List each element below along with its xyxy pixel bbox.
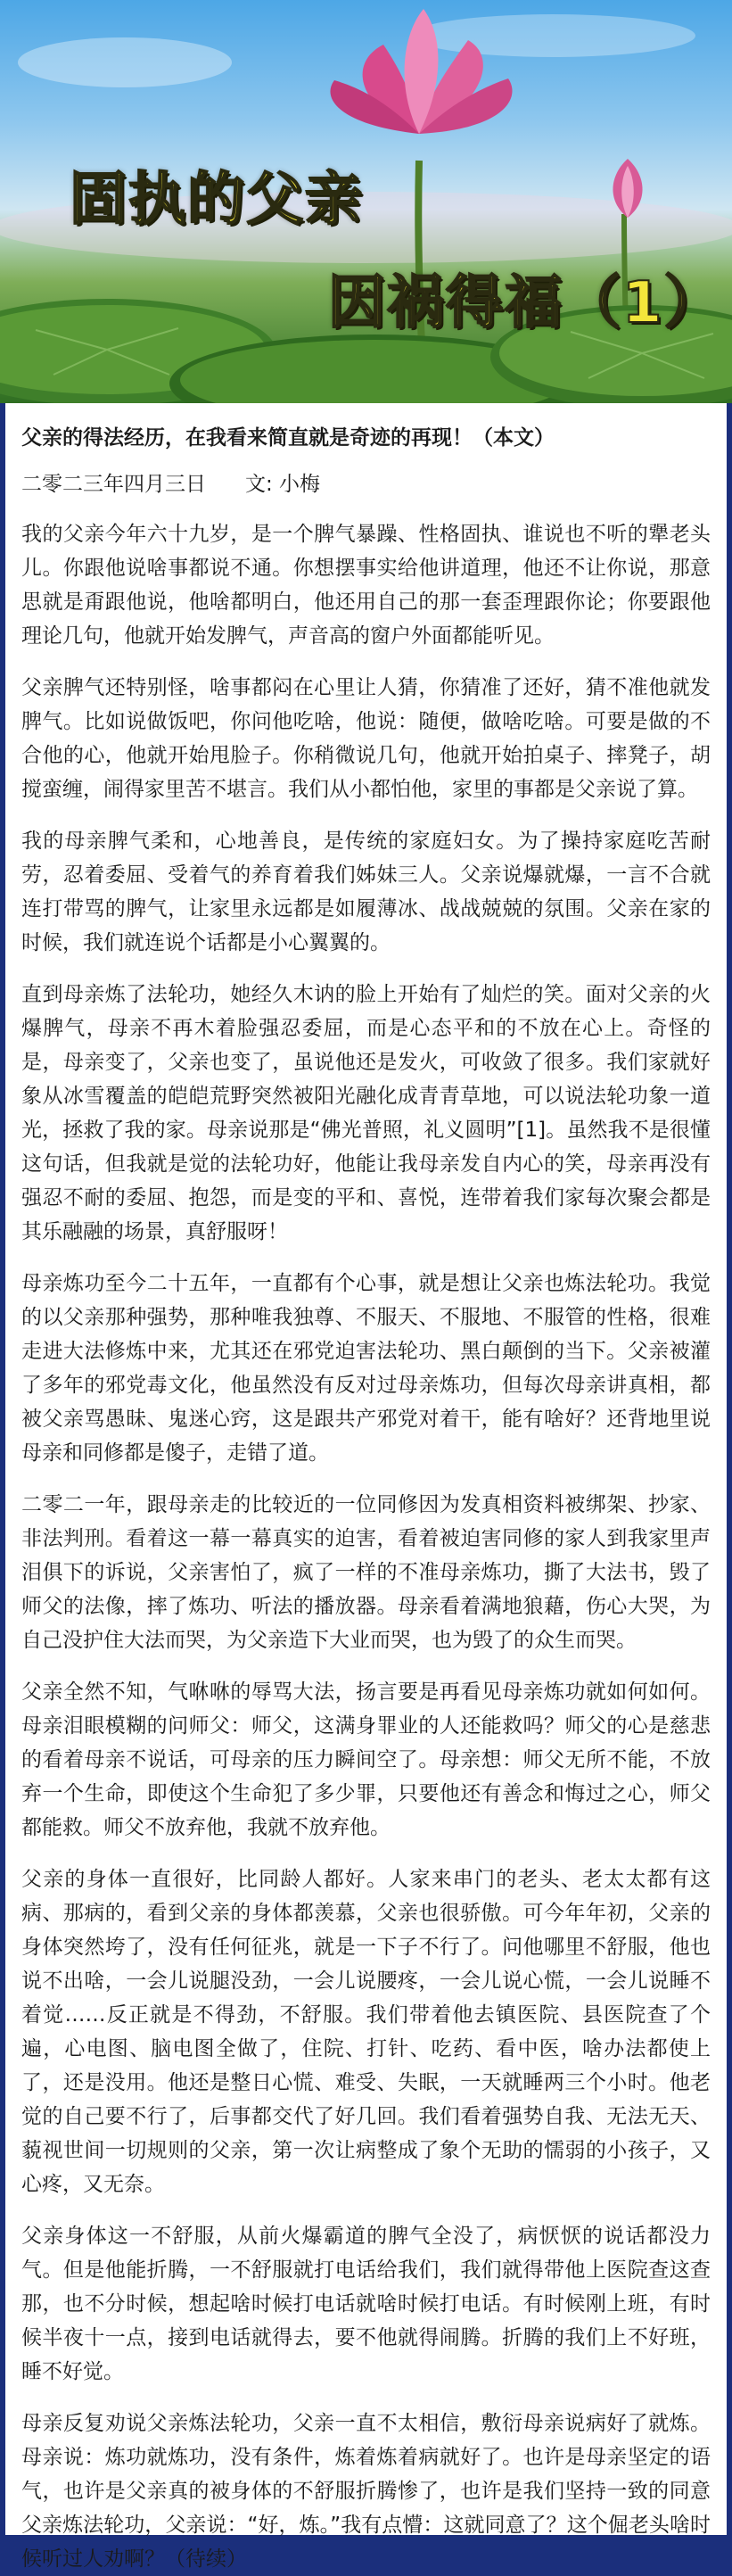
paragraph: 父亲的身体一直很好，比同龄人都好。人家来串门的老头、老太太都有这病、那病的，看到父亲的身体都羡慕，父亲也很骄傲。可今年年初，父亲的身体突然垮了，没有任何征兆，就是一下子不行了。问他哪里不舒服，他也说不出啥，一会儿说腿没劲，一会儿说腰疼，一会儿说心慌，一会儿说睡不着觉……反正就是不得劲，不舒服。我们带着他去镇医院、县医院查了个遍，心电图、脑电图全做了，住院、打针、吃药、看中医，啥办法都使上了，还是没用。他还是整日心慌、难受、失眠，一天就睡两三个小时。他老觉的自己要不行了，后事都交代了好几回。我们看着强势自我、无法无天、藐视世间一切规则的父亲，第一次让病整成了象个无助的懦弱的小孩子，又心疼，又无奈。 xyxy=(21,1868,711,2196)
paragraph: 我的父亲今年六十九岁，是一个脾气暴躁、性格固执、谁说也不听的犟老头儿。你跟他说啥事都说不通。你想摆事实给他讲道理，他还不让你说，那意思就是甭跟他说，他啥都明白，他还用自己的那一套歪理跟你论；你要跟他理论几句，他就开始发脾气，声音高的窗户外面都能听见。 xyxy=(21,523,711,648)
paragraph: 父亲全然不知，气咻咻的辱骂大法，扬言要是再看见母亲炼功就如何如何。母亲泪眼模糊的问师父：师父，这满身罪业的人还能救吗？师父的心是慈悲的看着母亲不说话，可母亲的压力瞬间空了。母亲想：师父无所不能，不放弃一个生命，即使这个生命犯了多少罪，只要他还有善念和悔过之心，师父都能救。师父不放弃他，我就不放弃他。 xyxy=(21,1680,711,1839)
byline xyxy=(21,467,711,501)
title-line-1: 固执的父亲 xyxy=(70,167,364,233)
article-body xyxy=(5,403,727,2571)
banner xyxy=(0,0,732,403)
paragraph: 父亲身体这一不舒服，从前火爆霸道的脾气全没了，病恹恹的说话都没力气。但是他能折腾，一不舒服就打电话给我们，我们就得带他上医院查这查那，也不分时候，想起啥时候打电话就啥时候打电话。有时候刚上班，有时候半夜十一点，接到电话就得去，要不他就得闹腾。折腾的我们上不好班，睡不好觉。 xyxy=(21,2225,711,2383)
article-date: 二零二三年四月三日 xyxy=(21,473,206,496)
paragraph: 父亲脾气还特别怪，啥事都闷在心里让人猜，你猜准了还好，猜不准他就发脾气。比如说做饭吧，你问他吃啥，他说：随便，做啥吃啥。可要是做的不合他的心，他就开始甩脸子。你稍微说几句，他就开始拍桌子、摔凳子，胡搅蛮缠，闹得家里苦不堪言。我们从小都怕他，家里的事都是父亲说了算。 xyxy=(21,676,711,801)
article-subtitle: 父亲的得法经历，在我看来简直就是奇迹的再现！（本文） xyxy=(21,426,555,450)
paragraph: 直到母亲炼了法轮功，她经久木讷的脸上开始有了灿烂的笑。面对父亲的火爆脾气，母亲不再木着脸强忍委屈，而是心态平和的不放在心上。奇怪的是，母亲变了，父亲也变了，虽说他还是发火，可收敛了很多。我们家就好象从冰雪覆盖的皑皑荒野突然被阳光融化成青青草地，可以说法轮功象一道光，拯救了我的家。母亲说那是“佛光普照，礼义圆明”[1]。虽然我不是很懂这句话，但我就是觉的法轮功好，他能让我母亲发自内心的笑，母亲再没有强忍不耐的委屈、抱怨，而是变的平和、喜悦，连带着我们家每次聚会都是其乐融融的场景，真舒服呀！ xyxy=(21,983,711,1243)
paragraph: 我的母亲脾气柔和，心地善良，是传统的家庭妇女。为了操持家庭吃苦耐劳，忍着委屈、受着气的养育着我们姊妹三人。父亲说爆就爆，一言不合就连打带骂的脾气，让家里永远都是如履薄冰、战战兢兢的氛围。父亲在家的时候，我们就连说个话都是小心翼翼的。 xyxy=(21,830,711,954)
title-line-2: 因祸得福（1） xyxy=(328,270,723,336)
article-author: 文: 小梅 xyxy=(245,473,321,496)
paragraph: 母亲反复劝说父亲炼法轮功，父亲一直不太相信，敷衍母亲说病好了就炼。母亲说：炼功就炼功，没有条件，炼着炼着病就好了。也许是母亲坚定的语气，也许是父亲真的被身体的不舒服折腾惨了，也许是我们坚持一致的同意父亲炼法轮功，父亲说：“好，炼。”我有点懵：这就同意了？这个倔老头啥时候听过人劝啊？（待续） xyxy=(21,2412,711,2571)
paragraph: 母亲炼功至今二十五年，一直都有个心事，就是想让父亲也炼法轮功。我觉的以父亲那种强势，那种唯我独尊、不服天、不服地、不服管的性格，很难走进大法修炼中来，尤其还在邪党迫害法轮功、黑白颠倒的当下。父亲被灌了多年的邪党毒文化，他虽然没有反对过母亲炼功，但每次母亲讲真相，都被父亲骂愚昧、鬼迷心窍，这是跟共产邪党对着干，能有啥好？还背地里说母亲和同修都是傻子，走错了道。 xyxy=(21,1272,711,1465)
paragraph: 二零二一年，跟母亲走的比较近的一位同修因为发真相资料被绑架、抄家、非法判刑。看着这一幕一幕真实的迫害，看着被迫害同修的家人到我家里声泪俱下的诉说，父亲害怕了，疯了一样的不准母亲炼功，撕了大法书，毁了师父的法像，摔了炼功、听法的播放器。母亲看着满地狼藉，伤心大哭，为自己没护住大法而哭，为父亲造下大业而哭，也为毁了的众生而哭。 xyxy=(21,1493,711,1652)
